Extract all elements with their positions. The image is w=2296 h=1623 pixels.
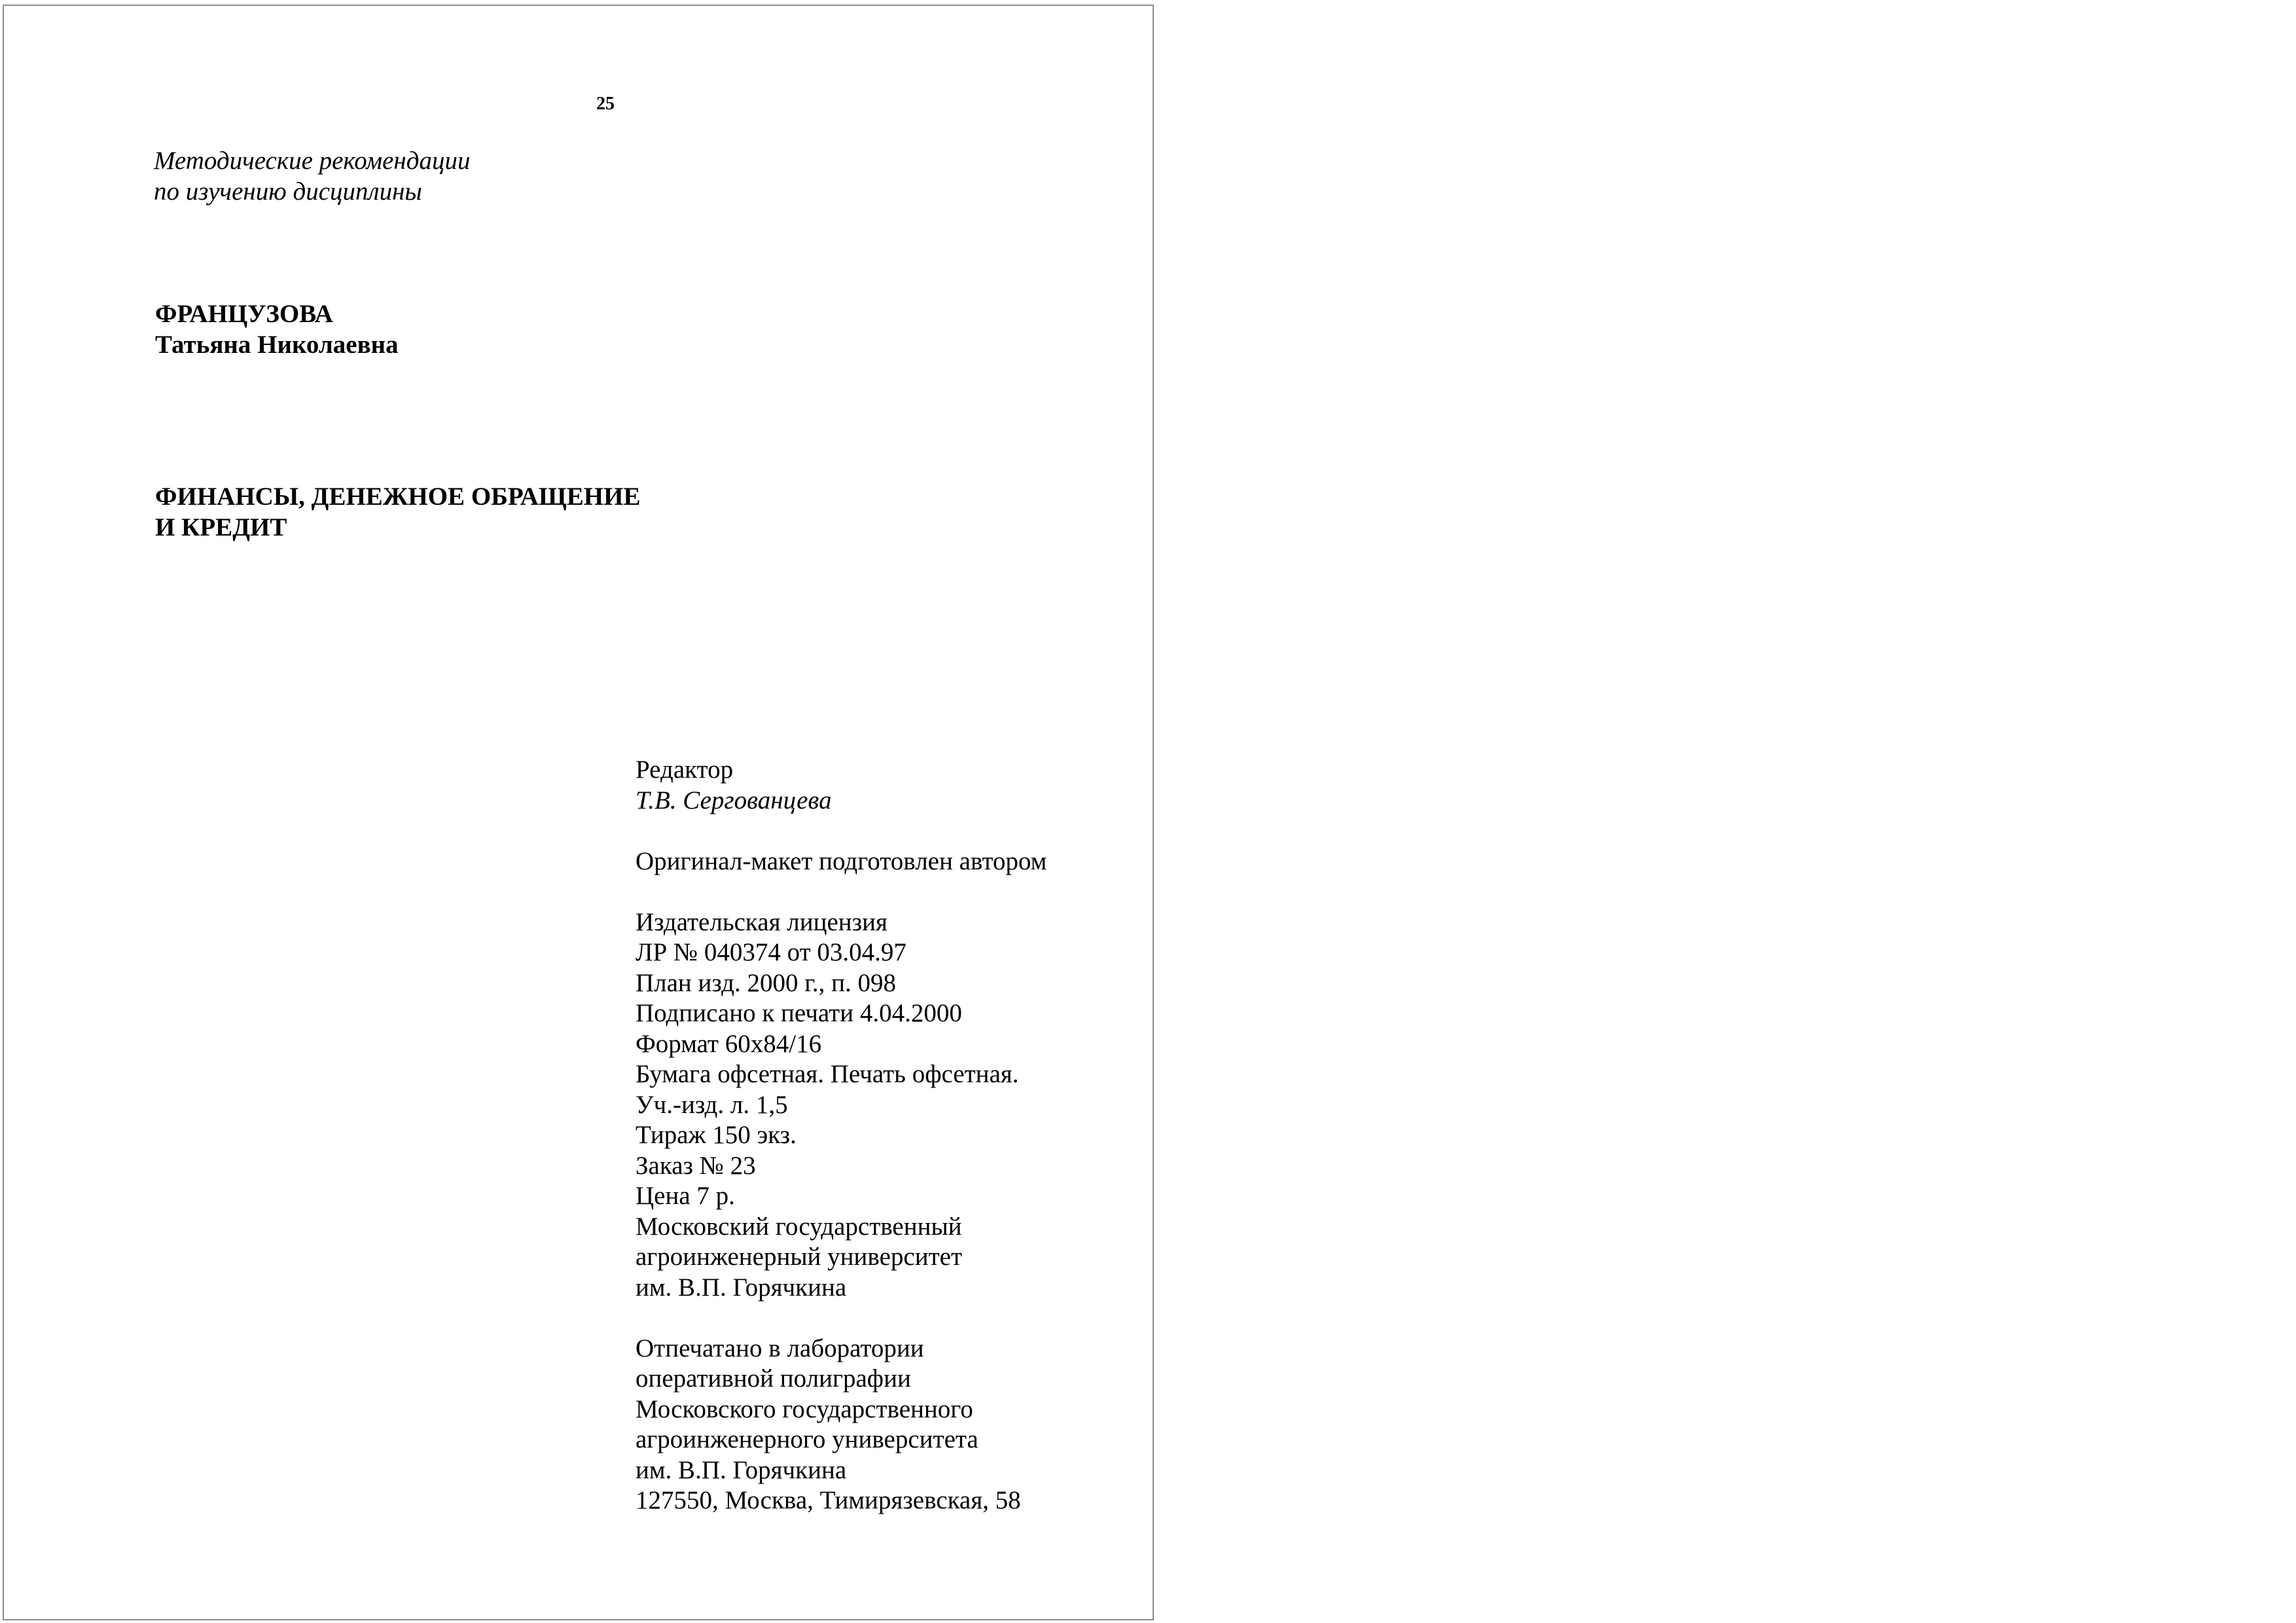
series-line-2: по изучению дисциплины	[154, 177, 422, 206]
license-label: Издательская лицензия	[636, 907, 888, 936]
title-line-1: ФИНАНСЫ, ДЕНЕЖНОЕ ОБРАЩЕНИЕ	[155, 483, 641, 511]
format-line: Формат 60x84/16	[636, 1029, 822, 1058]
printer-line-3: Московского государственного	[636, 1395, 973, 1423]
editor-label: Редактор	[636, 756, 734, 784]
license-number: ЛР № 040374 от 03.04.97	[636, 938, 906, 966]
author-given-names: Татьяна Николаевна	[155, 331, 399, 359]
order-number: Заказ № 23	[636, 1151, 756, 1180]
printer-line-5: им. В.П. Горячкина	[636, 1455, 847, 1484]
publishing-sheets: Уч.-изд. л. 1,5	[636, 1090, 788, 1119]
document-title	[155, 481, 640, 543]
signed-to-print: Подписано к печати 4.04.2000	[636, 999, 962, 1027]
printer-line-2: оперативной полиграфии	[636, 1364, 911, 1393]
page-number: 25	[596, 94, 615, 114]
price-line: Цена 7 р.	[636, 1182, 735, 1210]
publisher-line-2: агроинженерный университет	[636, 1243, 962, 1271]
author-block	[155, 299, 399, 360]
printer-address: 127550, Москва, Тимирязевская, 58	[636, 1486, 1021, 1514]
series-line-1: Методические рекомендации	[154, 147, 471, 175]
publishing-plan: План изд. 2000 г., п. 098	[636, 968, 896, 997]
author-surname: ФРАНЦУЗОВА	[155, 300, 333, 328]
prepared-by-note: Оригинал-макет подготовлен автором	[636, 847, 1047, 875]
editor-name: Т.В. Сергованцева	[636, 786, 832, 814]
series-note	[154, 145, 470, 207]
imprint-block	[636, 755, 1047, 1516]
spacer	[636, 877, 1047, 907]
print-run: Тираж 150 экз.	[636, 1121, 797, 1149]
printer-line-1: Отпечатано в лаборатории	[636, 1334, 924, 1362]
publisher-line-3: им. В.П. Горячкина	[636, 1273, 847, 1302]
document-page	[3, 5, 1154, 1620]
paper-print-line: Бумага офсетная. Печать офсетная.	[636, 1060, 1019, 1088]
title-line-2: И КРЕДИТ	[155, 513, 287, 541]
spacer	[636, 816, 1047, 847]
publisher-line-1: Московский государственный	[636, 1212, 962, 1241]
printer-line-4: агроинженерного университета	[636, 1425, 978, 1453]
spacer	[636, 1303, 1047, 1334]
